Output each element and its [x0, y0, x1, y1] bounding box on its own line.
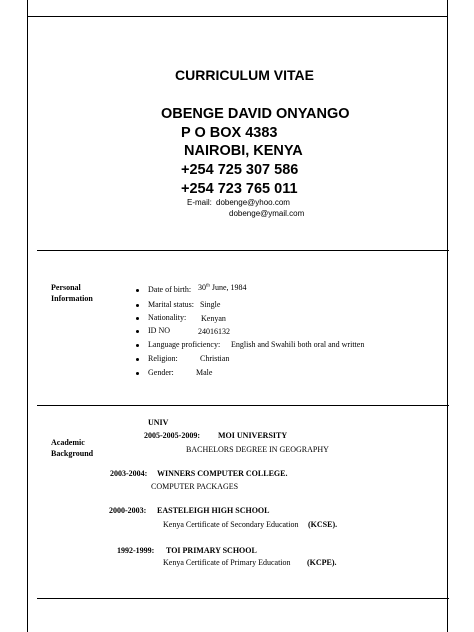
email-label: E-mail: [187, 198, 212, 207]
personal-label-line-1: Personal [51, 283, 81, 292]
edu-years-4: 1992-1999: [117, 546, 155, 555]
edu-grade-3: (KCSE). [308, 520, 338, 529]
full-name: OBENGE DAVID ONYANGO [161, 106, 350, 122]
email-2: dobenge@ymail.com [229, 209, 305, 218]
dob-month-year: June, 1984 [209, 283, 247, 292]
nationality-label: Nationality: [148, 313, 187, 322]
section-divider [37, 250, 449, 251]
language-value: English and Swahili both oral and written [231, 340, 365, 349]
religion-value: Christian [200, 354, 230, 363]
edu-institution-2: WINNERS COMPUTER COLLEGE. [157, 469, 288, 478]
address-line-1: P O BOX 4383 [181, 125, 278, 141]
bullet-icon [136, 317, 139, 320]
bullet-icon [136, 372, 139, 375]
marital-label: Marital status: [148, 300, 194, 309]
bullet-icon [136, 330, 139, 333]
academic-label-line-1: Academic [51, 438, 85, 447]
edu-institution-3: EASTELEIGH HIGH SCHOOL [157, 506, 270, 515]
academic-label-line-2: Background [51, 449, 94, 458]
id-label: ID NO [148, 326, 170, 335]
dob-suffix: th [206, 283, 210, 289]
edu-years-3: 2000-2003: [109, 506, 147, 515]
edu-detail-2: COMPUTER PACKAGES [151, 482, 239, 491]
dob-value [198, 283, 247, 292]
bullet-icon [136, 344, 139, 347]
edu-detail-1: BACHELORS DEGREE IN GEOGRAPHY [186, 445, 329, 454]
phone-2: +254 723 765 011 [181, 181, 298, 197]
personal-label [51, 282, 93, 304]
edu-grade-4: (KCPE). [307, 558, 337, 567]
page-border-right [447, 0, 448, 632]
section-divider [37, 405, 449, 406]
page-border-left [27, 0, 28, 632]
bullet-icon [136, 358, 139, 361]
edu-detail-4: Kenya Certificate of Primary Education [163, 558, 291, 567]
religion-label: Religion: [148, 354, 178, 363]
edu-institution-1: MOI UNIVERSITY [218, 431, 288, 440]
edu-institution-4: TOI PRIMARY SCHOOL [166, 546, 257, 555]
language-label: Language proficiency: [148, 340, 221, 349]
univ-label: UNIV [148, 418, 169, 427]
bullet-icon [136, 304, 139, 307]
email-1: dobenge@yhoo.com [216, 198, 290, 207]
phone-1: +254 725 307 586 [181, 162, 299, 178]
dob-day: 30 [198, 283, 206, 292]
section-divider [37, 598, 449, 599]
bullet-icon [136, 289, 139, 292]
document-title: CURRICULUM VITAE [175, 67, 314, 83]
id-value: 24016132 [198, 327, 230, 336]
edu-years-1: 2005-2005-2009: [144, 431, 200, 440]
academic-label [51, 437, 93, 459]
marital-value: Single [200, 300, 221, 309]
edu-detail-3: Kenya Certificate of Secondary Education [163, 520, 299, 529]
edu-years-2: 2003-2004: [110, 469, 148, 478]
dob-label: Date of birth: [148, 285, 192, 294]
gender-value: Male [196, 368, 213, 377]
personal-label-line-2: Information [51, 294, 93, 303]
page-border-top [27, 16, 448, 17]
nationality-value: Kenyan [201, 314, 226, 323]
address-line-2: NAIROBI, KENYA [184, 143, 303, 159]
gender-label: Gender: [148, 368, 174, 377]
